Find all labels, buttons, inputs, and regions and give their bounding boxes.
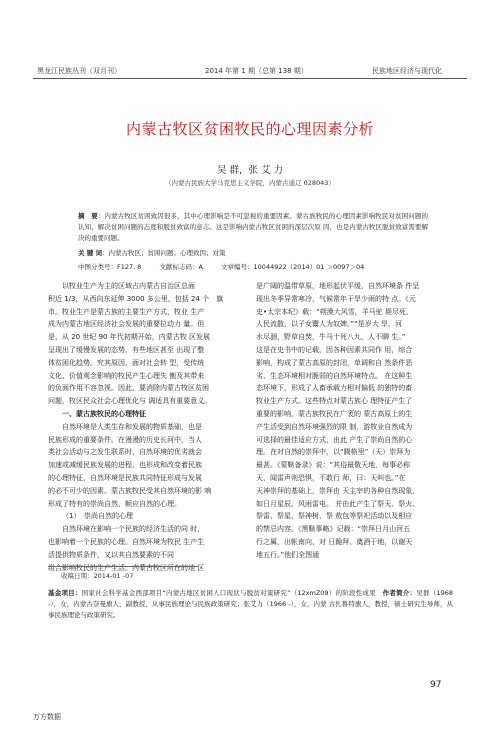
text-line: 体贫困化趋势。究其原因，面对社会转 型，受传统: [48, 358, 205, 367]
text-line: 类社会活动与之发生联系时，自然环境的优劣就会: [48, 448, 202, 457]
footer-watermark: 万方数据: [33, 713, 61, 721]
journal-name: 黑龙江民族丛刊（双月刊）: [37, 67, 121, 75]
text-line: 天，闻雷声则恐惧，不敢行 师，曰：天叫也。”在: [256, 473, 406, 482]
document-code: 文献标志码：A: [159, 263, 203, 271]
keywords-label: 关 键 词: [78, 249, 103, 257]
text-line: 现出冬季异常寒冷，气候常年干旱少雨的特 点。《元: [256, 294, 416, 303]
header-rule: [33, 78, 467, 79]
text-line: 理。在对自然的崇拜中，以“腾格里”（天）崇拜为: [256, 448, 411, 457]
abstract-text: ：内蒙古牧区贫困致因很多，其中心理影响是不可忽视的重要因素。蒙古族牧民的心理因素影响牧民对贫困问题的认知、解决贫困问题的态度和脱贫致富的意志。这是影响内蒙古牧区贫困的深层次原 因，也是内蒙古牧区脱贫致富需要解决的重要问题。: [78, 212, 429, 243]
text-line: 人民流散，以子女鬻人为奴婢。”“是岁大 旱，河: [256, 320, 402, 329]
article-number: 文章编号：10044922（2014）01 ＞0097＞04: [221, 263, 365, 271]
text-line: 最甚。《蒙鞑备录》说：“其俗最敬天地，每事必称: [256, 461, 411, 470]
text-line: 民族形成的重要条件。在漫漫的历史长河中，当人: [48, 435, 202, 444]
text-line: 地五行。”他们全图通: [256, 550, 320, 559]
text-line: 是，从 20 世纪 90 年代初期开始，内蒙古牧 区发展: [48, 333, 210, 342]
text-line: 问题，牧区民众社会心理优化与 调适具有重要意义。: [48, 397, 212, 406]
text-line: 文化、价值观念影响的牧民产生心理失 衡及其带来: [48, 371, 205, 380]
abstract-label: 摘 要: [78, 212, 98, 220]
section-heading: 一、蒙古族牧民的心理特征: [62, 409, 146, 418]
issue-info: 2014 年第 1 期（总第 138 期）: [205, 67, 308, 75]
text-line: 呈现出了缓慢发展的态势，有些地区甚至 出现了整: [48, 345, 205, 354]
keywords-text: ：内蒙古牧区；贫困问题；心理致因；对策: [102, 249, 226, 257]
section-name: 民族地区经济与现代化: [372, 67, 442, 75]
footnote-rule: [48, 566, 198, 567]
text-line: 天神崇拜的基础上，崇拜由 天主宰的各种自然现象，: [256, 486, 420, 495]
text-line: 自然环境在影响一个民族的经济生活的同 时，: [62, 525, 205, 534]
fund-note: [48, 588, 453, 621]
abstract: [78, 211, 428, 245]
left-column: [48, 280, 244, 574]
author-bio-label: 作者简介：: [382, 589, 417, 597]
author-bio-text: 吴群（1968 -），女，内蒙古奈曼旗人，副教授，从事民族理论与民族政策研究；张艾力（1966 -），女，内蒙 古扎鲁特旗人，教授，硕士研究生导师，从事民族理论与政策研究。: [48, 589, 453, 619]
fund-text: 国家社会科学基金西部项目“内蒙古地区贫困人口现状与脱贫对策研究”（12xmZ09）的阶段性成果: [81, 589, 376, 597]
text-line: 的心理特征，自然环境是民族共同特征形成与发展: [48, 473, 202, 482]
text-line: 市。牧业生产是蒙古族的主要生产方式，牧业 生产: [48, 307, 205, 316]
text-line: 行之属，出帐南向，对 日跪拜、奠酒于地，以谢天: [256, 537, 413, 546]
subsection-heading: （1） 崇尚自然的心理: [62, 512, 133, 521]
text-line: 组合影响牧民的生产生活。内蒙古牧区所在的地 区: [48, 563, 205, 572]
text-line: 形成了特有的崇尚自然、顺应自然的心理。: [48, 499, 181, 508]
text-line: 是广阔的温带草原，地形起伏平缓，自然环境条 件呈: [256, 282, 420, 290]
text-line: 加速或减缓民族发展的进程，也形成和改变着民族: [48, 461, 202, 470]
paper-title: 内蒙古牧区贫困牧民的心理因素分析: [125, 120, 374, 138]
text-line: 自然环境是人类生存和发展的物质基础，也是: [62, 422, 202, 431]
clc-number: 中图分类号：F127. 8: [78, 263, 142, 271]
fund-label: 基金项目：: [48, 589, 82, 597]
text-line: 史•太宗本纪》载：“朔漠大风雪，羊马驼 毙尽死，: [256, 307, 413, 316]
text-line: 产生活受到自然环境强烈的限 制，游牧业自然成为: [256, 422, 413, 431]
text-line: 如日月星辰、风雨雷电。 并由此产生了祭天、祭火、: [256, 499, 420, 508]
text-line: 活提供物质条件，又以其自然要素的不同: [48, 550, 174, 559]
text-line: 以牧业生产为主的区域占内蒙古自治区总面: [62, 282, 195, 290]
text-line: 重要的影响。蒙古族牧民在广袤的 蒙古高原上的生: [256, 409, 413, 418]
text-line: 水尽涸，野草自焚，牛马十死八九，人不聊 生。”: [256, 333, 406, 342]
text-line: 的负面作用不容忽视。因此，要消除内蒙古牧区贫困: [48, 384, 209, 393]
keywords: [78, 248, 428, 257]
text-line: 牧业生产方式。这些特点对蒙古族心 理特征产生了: [256, 397, 413, 406]
right-column: [256, 280, 456, 562]
text-line: 的必不可少的因素。蒙古族牧民受其自然环境的影 响: [48, 486, 212, 495]
authors: 吴 群，张 艾 力: [216, 165, 284, 176]
text-line: 也影响着一个民族的心理。自然环境为牧民 生产生: [48, 537, 205, 546]
received-date: 收稿日期：2014-01 -07: [61, 572, 134, 580]
affiliation: （内蒙古民族大学马克思主义学院，内蒙古通辽 028043）: [165, 179, 335, 187]
text-line: 劣、生态环境相对脆弱的自然环境特点。 在这种生: [256, 371, 413, 380]
classification-line: [78, 262, 448, 271]
text-line: 成为内蒙古地区经济社会发展的重要拉动力 量。但: [48, 320, 205, 329]
text-line: 的禁忌内容。《黑鞑事略》记载：“崇拜日月山河五: [256, 525, 411, 534]
text-line: 祭雷、祭星、祭神树、祭 敖包等祭祀活动以及相应: [256, 512, 413, 521]
text-line: 影响，构成了蒙古高原的封闭，单调和自 然条件恶: [256, 358, 413, 367]
text-line: 积近 1/3，从西向东延伸 3000 多公里，包括 24 个 旗: [48, 294, 224, 303]
text-line: 态环境下，形成了人畜承载力相对偏低 的独特的畜: [256, 384, 413, 393]
text-line: 可选择的最佳适应方式，由此 产生了崇尚自然的心: [256, 435, 413, 444]
page-number: 97: [430, 680, 442, 690]
text-line: 这是在史书中的记载，因各种因素共同作 用，综合: [256, 345, 413, 354]
